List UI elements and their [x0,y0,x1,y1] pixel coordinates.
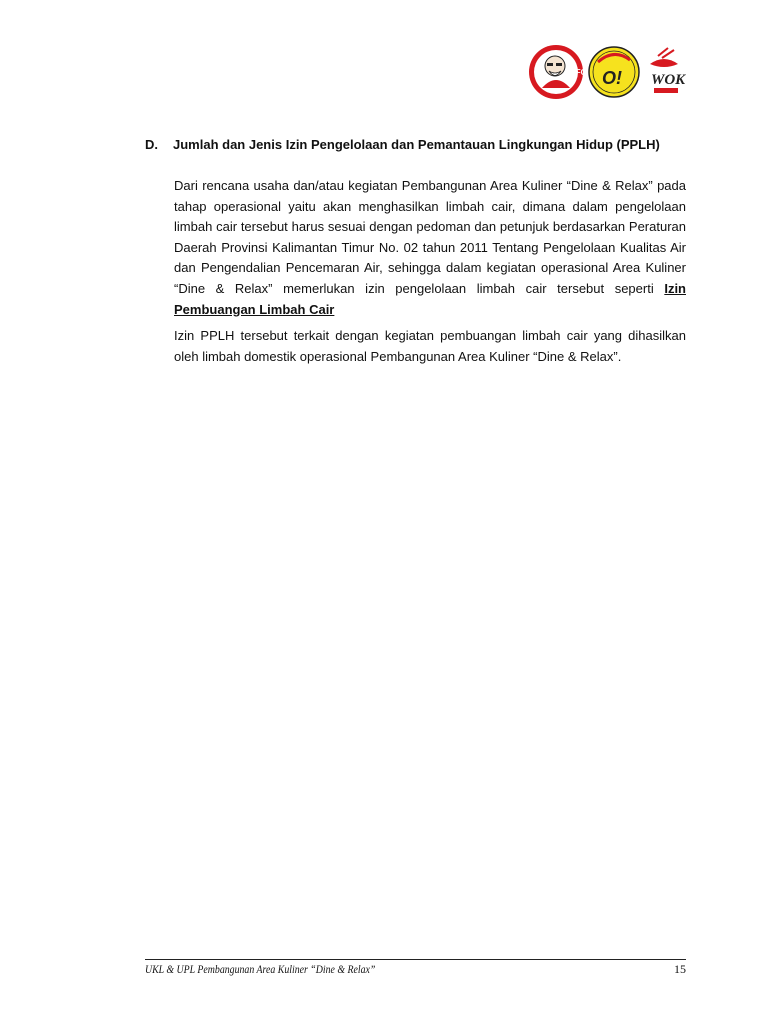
svg-text:KFC: KFC [570,68,587,77]
footer-title: UKL & UPL Pembangunan Area Kuliner “Dine & Relax” [145,962,376,976]
my-kopi-o-logo [589,47,639,97]
section-letter: D. [145,137,158,152]
paragraph-2: Izin PPLH tersebut terkait dengan kegiatan pembuangan limbah cair yang dihasilkan oleh limbah domestik operasional Pembangunan Area Kuliner “Dine & Relax”. [174,328,686,364]
paragraph-1 [174,176,686,320]
permit-link-text: Izin Pembuangan Limbah Cair [174,280,686,317]
footer-divider [145,959,686,960]
header-logos [528,42,688,102]
svg-text:WOK: WOK [651,72,686,88]
section-title: Jumlah dan Jenis Izin Pengelolaan dan Pemantauan Lingkungan Hidup (PPLH) [173,137,660,152]
svg-text:O!: O! [602,68,622,88]
paragraph-1-text: Dari rencana usaha dan/atau kegiatan Pembangunan Area Kuliner “Dine & Relax” pada tahap operasional yaitu akan menghasilkan limbah cair, dimana dalam pengelolaan limbah cair tersebut harus sesuai dengan pedoman dan petunjuk berdasarkan Peraturan Daerah Provinsi Kalimantan Timur No. 02 tahun 2011 Tentang Pengelolaan Kualitas Air dan Pengendalian Pencemaran Air, sehingga dalam kegiatan operasional Area Kuliner “Dine & Relax” memerlukan izin pengelolaan limbah cair tersebut seperti [174,178,686,296]
the-wok-logo [650,48,686,93]
page-number: 15 [674,962,686,976]
section-heading [145,136,705,154]
kfc-logo [529,45,587,99]
